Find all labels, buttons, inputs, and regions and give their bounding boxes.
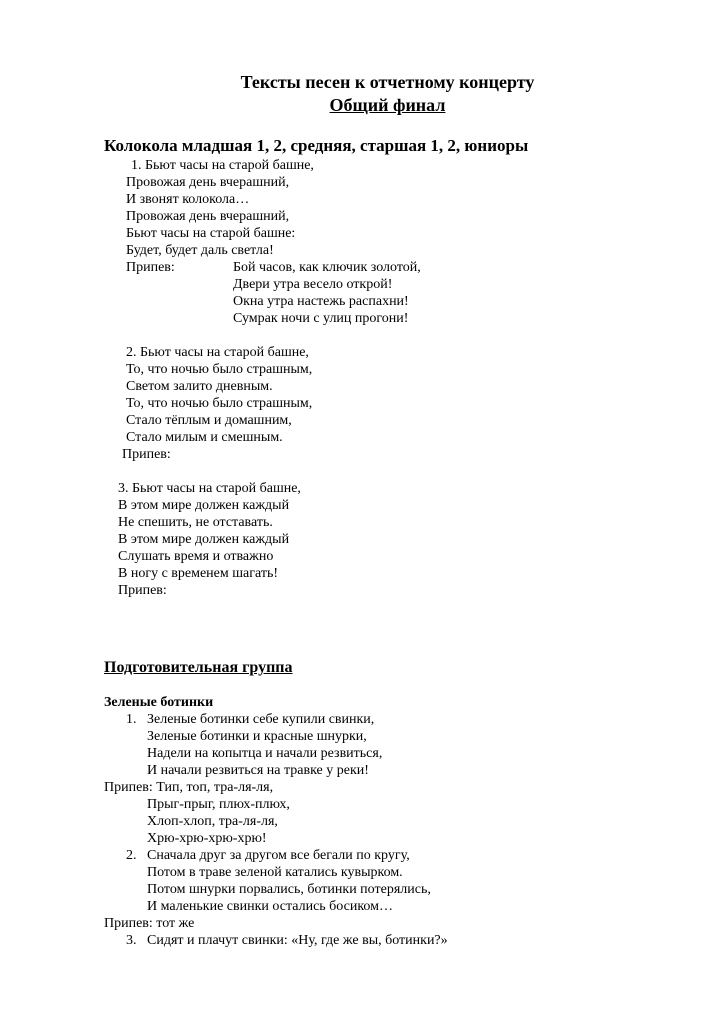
document-subtitle: Общий финал xyxy=(329,95,446,115)
lyric-line: Стало милым и смешным. xyxy=(126,430,283,445)
lyric-line: Провожая день вчерашний, xyxy=(126,175,290,190)
verse-number: 2. xyxy=(126,848,137,863)
lyric-line: То, что ночью было страшным, xyxy=(126,396,313,411)
lyric-line: В этом мире должен каждый xyxy=(118,532,290,547)
lyric-line: И звонят колокола… xyxy=(126,192,250,207)
lyric-line: 1. Бьют часы на старой башне, xyxy=(131,158,314,173)
chorus-line: Двери утра весело открой! xyxy=(233,277,393,292)
lyric-line: И маленькие свинки остались босиком… xyxy=(147,899,394,914)
lyric-line: Зеленые ботинки себе купили свинки, xyxy=(147,712,375,727)
lyric-line: Потом в траве зеленой катались кувырком. xyxy=(147,865,403,880)
chorus-line: Окна утра настежь распахни! xyxy=(233,294,409,309)
chorus-line: Прыг-прыг, плюх-плюх, xyxy=(147,797,290,812)
chorus-same-label: Припев: тот же xyxy=(104,916,195,931)
lyric-line: Сидят и плачут свинки: «Ну, где же вы, ботинки?» xyxy=(147,933,448,948)
lyric-line: Не спешить, не отставать. xyxy=(118,515,273,530)
lyric-line: То, что ночью было страшным, xyxy=(126,362,313,377)
lyric-line: Потом шнурки порвались, ботинки потерялись, xyxy=(147,882,431,897)
lyric-line: В этом мире должен каждый xyxy=(118,498,290,513)
lyric-line: Светом залито дневным. xyxy=(126,379,273,394)
lyric-line: 2. Бьют часы на старой башне, xyxy=(126,345,309,360)
lyric-line: Бьют часы на старой башне: xyxy=(126,226,296,241)
chorus-line: Сумрак ночи с улиц прогони! xyxy=(233,311,409,326)
song-heading-bells: Колокола младшая 1, 2, средняя, старшая 1, 2, юниоры xyxy=(104,136,529,155)
chorus-line: Хрю-хрю-хрю-хрю! xyxy=(147,831,267,846)
chorus-line: Бой часов, как ключик золотой, xyxy=(233,260,421,275)
lyric-line: Провожая день вчерашний, xyxy=(126,209,290,224)
chorus-line: Припев: Тип, топ, тра-ля-ля, xyxy=(104,780,274,795)
chorus-label: Припев: xyxy=(118,583,167,598)
lyric-line: В ногу с временем шагать! xyxy=(118,566,279,581)
lyric-line: Будет, будет даль светла! xyxy=(126,243,274,258)
lyric-line: Надели на копытца и начали резвиться, xyxy=(147,746,383,761)
lyric-line: Сначала друг за другом все бегали по кругу, xyxy=(147,848,410,863)
lyric-line: Слушать время и отважно xyxy=(118,549,274,564)
section-heading-preparatory: Подготовительная группа xyxy=(104,659,293,676)
verse-number: 1. xyxy=(126,712,137,727)
lyric-line: Зеленые ботинки и красные шнурки, xyxy=(147,729,367,744)
lyric-line: Стало тёплым и домашним, xyxy=(126,413,292,428)
lyric-line: 3. Бьют часы на старой башне, xyxy=(118,481,301,496)
chorus-line: Хлоп-хлоп, тра-ля-ля, xyxy=(147,814,278,829)
chorus-label: Припев: xyxy=(126,260,175,275)
song-title-green-boots: Зеленые ботинки xyxy=(104,695,214,710)
chorus-label: Припев: xyxy=(122,447,171,462)
document-title: Тексты песен к отчетному концерту xyxy=(240,72,535,92)
verse-number: 3. xyxy=(126,933,137,948)
lyric-line: И начали резвиться на травке у реки! xyxy=(147,763,369,778)
